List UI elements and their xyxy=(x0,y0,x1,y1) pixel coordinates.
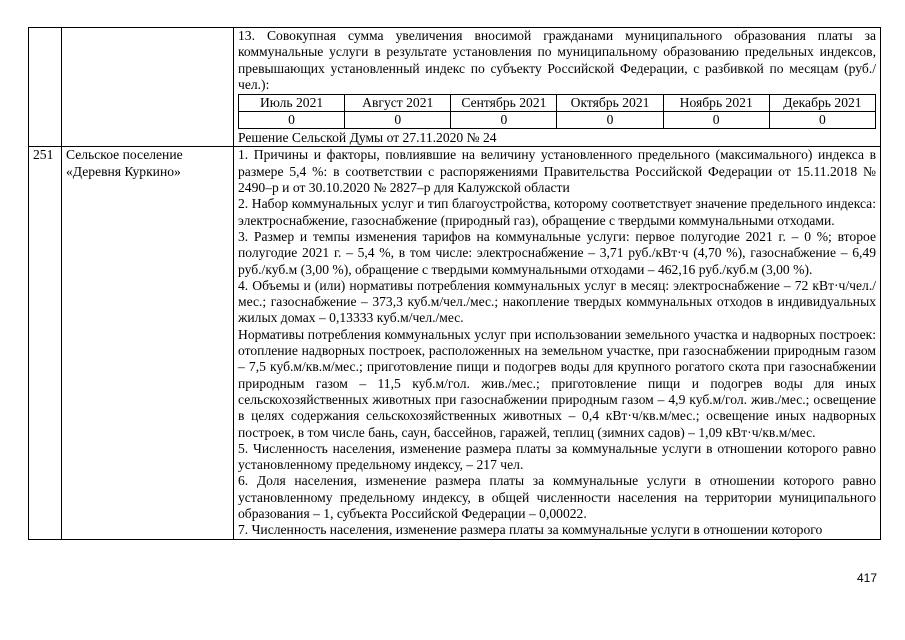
row-number: 251 xyxy=(33,147,54,163)
item-2-text: 2. Набор коммунальных услуг и тип благоустройства, которому соответствует значение предельного индекса: электроснабжение, газоснабжение (природный газ), обращение с твердыми коммунальными отходами. xyxy=(238,196,876,228)
row-number-cell-empty xyxy=(29,28,62,147)
item-6-text: 6. Доля населения, изменение размера платы за коммунальные услуги в отношении которого равно установленному предельному индексу, в общей численности населения на территории муниципального образования – 1, субъекта Российской Федерации – 0,00022. xyxy=(238,473,876,522)
month-header: Август 2021 xyxy=(345,95,451,112)
month-value: 0 xyxy=(769,112,875,129)
month-header: Июль 2021 xyxy=(239,95,345,112)
municipality-cell xyxy=(62,147,234,539)
tariff-table xyxy=(28,27,881,540)
decision-reference: Решение Сельской Думы от 27.11.2020 № 24 xyxy=(238,130,497,146)
details-cell xyxy=(234,147,881,539)
months-values-row xyxy=(239,112,876,129)
municipality-type: Сельское поселение xyxy=(66,147,183,163)
page-number: 417 xyxy=(856,571,877,585)
item-13-text: 13. Совокупная сумма увеличения вносимой гражданами муниципального образования платы за коммунальные услуги в результате установления по муниципальному образованию предельных индексов, превышающих установленный индекс по субъекту Российской Федерации, с разбивкой по месяцам (руб./чел.): xyxy=(238,28,876,92)
month-value: 0 xyxy=(345,112,451,129)
month-value: 0 xyxy=(239,112,345,129)
item-4-text: 4. Объемы и (или) нормативы потребления коммунальных услуг в месяц: электроснабжение – 72 кВт·ч/чел./мес.; газоснабжение – 373,3 куб.м/чел./мес.; накопление твердых коммунальных отходов в индивидуальных жилых домах – 0,13333 куб.м/чел./мес. xyxy=(238,277,876,326)
table-row-previous xyxy=(29,28,881,147)
month-value: 0 xyxy=(451,112,557,129)
item-5-text: 5. Численность населения, изменение размера платы за коммунальные услуги в отношении которого равно установленному предельному индексу, – 217 чел. xyxy=(238,440,876,473)
month-value: 0 xyxy=(663,112,769,129)
item-1-text: 1. Причины и факторы, повлиявшие на величину установленного предельного (максимального) индекса в размере 5,4 %: в соответствии с распоряжениями Правительства Российской Федерации от 15.11.2018 № 2490–р и от 30.10.2020 № 2827–р для Калужской области xyxy=(238,147,876,196)
month-header: Октябрь 2021 xyxy=(557,95,663,112)
item-3-text: 3. Размер и темпы изменения тарифов на коммунальные услуги: первое полугодие 2021 г. – 0 %; второе полугодие 2021 г. – 5,4 %, в том числе: электроснабжение – 3,71 руб./кВт·ч (4,70 %), газоснабжение – 6,49 руб./куб.м (3,00 %), обращение с твердыми коммунальными отходами – 462,16 руб./куб.м (3,00 %). xyxy=(238,228,876,277)
item-7-text: 7. Численность населения, изменение размера платы за коммунальные услуги в отношении которого xyxy=(238,522,823,538)
land-norms-text: Нормативы потребления коммунальных услуг при использовании земельного участка и надворных построек: отопление надворных построек, расположенных на земельном участке, при газоснабжении природным газом – 7,5 куб.м/кв.м/мес.; приготовление пищи и подогрев воды для крупного рогатого скота при газоснабжении природным газом – 11,5 куб.м/гол. жив./мес.; приготовление пищи и подогрев воды для иных сельскохозяйственных животных при газоснабжении природным газом – 4,9 куб.м/гол. жив./мес.; освещение в целях содержания сельскохозяйственных животных – 0,4 кВт·ч/кв.м/мес.; освещение иных надворных построек, в том числе бань, саун, бассейнов, гаражей, теплиц (зимних садов) – 1,09 кВт·ч/кв.м/мес. xyxy=(238,326,876,440)
months-header-row xyxy=(239,95,876,112)
month-header: Ноябрь 2021 xyxy=(663,95,769,112)
month-header: Сентябрь 2021 xyxy=(451,95,557,112)
municipality-name: «Деревня Куркино» xyxy=(66,163,181,179)
municipality-cell-empty xyxy=(62,28,234,147)
month-value: 0 xyxy=(557,112,663,129)
table-row-251 xyxy=(29,147,881,539)
row-number-cell xyxy=(29,147,62,539)
details-cell xyxy=(234,28,881,147)
month-header: Декабрь 2021 xyxy=(769,95,875,112)
monthly-amounts-table xyxy=(238,94,876,129)
